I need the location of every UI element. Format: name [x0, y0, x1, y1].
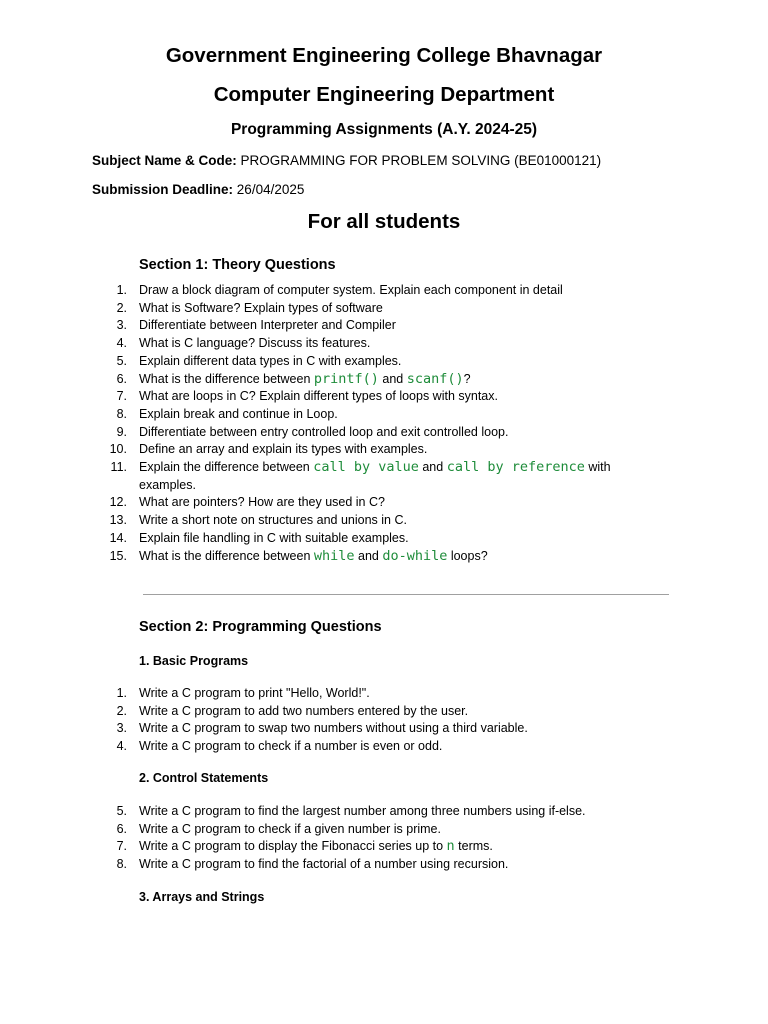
- list-item: 3. Differentiate between Interpreter and Compiler: [116, 318, 396, 333]
- list-item: 11. Explain the difference between call by value and call by reference with examples.: [110, 459, 611, 492]
- deadline-value: 26/04/2025: [236, 182, 305, 197]
- code-snippet: scanf(): [406, 370, 464, 387]
- theory-question-list: [0, 282, 768, 565]
- section-divider: [143, 594, 669, 595]
- list-item: 2. Write a C program to add two numbers entered by the user.: [116, 703, 469, 718]
- code-snippet: do-while: [382, 547, 448, 564]
- list-item: 6. What is the difference between printf() and scanf()?: [116, 370, 471, 387]
- list-item: 5. Write a C program to find the largest number among three numbers using if-else.: [116, 804, 586, 818]
- deadline-label: Submission Deadline:: [92, 182, 234, 197]
- code-snippet: call by value: [313, 459, 419, 476]
- control-statements-heading: 2. Control Statements: [139, 771, 269, 785]
- subject-line: [92, 153, 601, 168]
- list-item: 13. Write a short note on structures and unions in C.: [109, 513, 407, 528]
- list-item: 4. Write a C program to check if a number is even or odd.: [116, 739, 443, 754]
- subject-value: PROGRAMMING FOR PROBLEM SOLVING (BE01000121): [240, 153, 602, 168]
- list-item: 14. Explain file handling in C with suitable examples.: [109, 530, 409, 545]
- deadline-line: [92, 182, 304, 197]
- section2-title: Section 2: Programming Questions: [139, 619, 382, 635]
- list-item: 4. What is C language? Discuss its features.: [116, 336, 371, 351]
- code-snippet: printf(): [313, 370, 379, 387]
- code-snippet: while: [313, 547, 355, 564]
- basic-programs-list: [0, 685, 768, 756]
- list-item: 5. Explain different data types in C with examples.: [116, 353, 402, 368]
- list-item: 8. Explain break and continue in Loop.: [116, 406, 338, 421]
- list-item: 2. What is Software? Explain types of software: [116, 300, 383, 315]
- code-snippet: call by reference: [446, 459, 585, 476]
- list-item: 1. Draw a block diagram of computer system. Explain each component in detail: [116, 283, 563, 297]
- list-item: 15. What is the difference between while and do-while loops?: [109, 547, 488, 564]
- list-item: 3. Write a C program to swap two numbers without using a third variable.: [116, 721, 528, 736]
- control-statements-list: [0, 803, 768, 874]
- list-item: 1. Write a C program to print "Hello, World!".: [116, 686, 370, 700]
- list-item: 10. Define an array and explain its types with examples.: [109, 442, 428, 457]
- list-item: 12. What are pointers? How are they used in C?: [109, 495, 385, 510]
- list-item: 9. Differentiate between entry controlled loop and exit controlled loop.: [116, 424, 509, 439]
- list-item: 7. What are loops in C? Explain different types of loops with syntax.: [116, 389, 498, 404]
- subject-label: Subject Name & Code:: [92, 153, 237, 168]
- code-snippet: n: [446, 838, 455, 855]
- section1-title: Section 1: Theory Questions: [139, 257, 336, 273]
- assignment-title: Programming Assignments (A.Y. 2024-25): [230, 121, 538, 138]
- college-name: Government Engineering College Bhavnagar: [165, 44, 603, 67]
- list-item: 7. Write a C program to display the Fibonacci series up to n terms.: [116, 838, 493, 855]
- audience-heading: For all students: [307, 210, 461, 233]
- arrays-strings-heading: 3. Arrays and Strings: [139, 890, 265, 904]
- list-item: 6. Write a C program to check if a given number is prime.: [116, 821, 441, 836]
- basic-programs-heading: 1. Basic Programs: [139, 654, 249, 668]
- list-item: 8. Write a C program to find the factorial of a number using recursion.: [116, 857, 509, 872]
- department-name: Computer Engineering Department: [213, 83, 555, 106]
